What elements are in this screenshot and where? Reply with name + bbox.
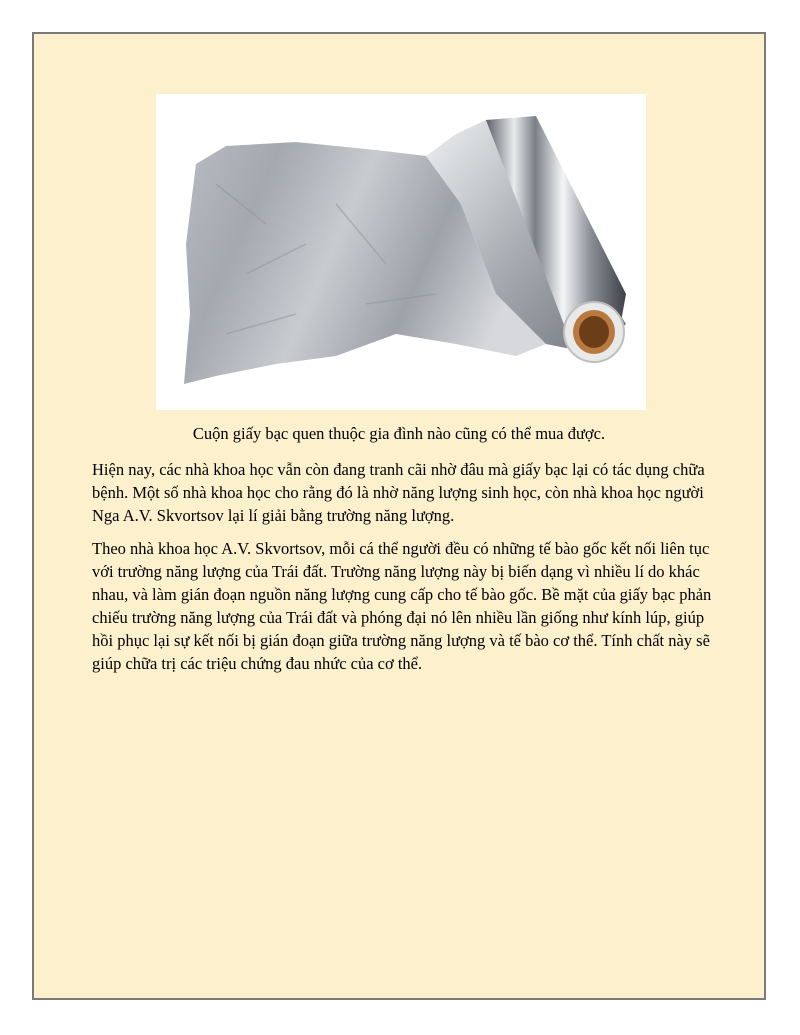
article-body	[92, 458, 722, 685]
page-frame	[32, 32, 766, 1000]
figure-caption: Cuộn giấy bạc quen thuộc gia đình nào cũng có thể mua được.	[192, 424, 606, 443]
foil-roll-illustration	[156, 94, 646, 410]
paragraph: Theo nhà khoa học A.V. Skvortsov, mỗi cá thể người đều có những tế bào gốc kết nối liên tục với trường năng lượng của Trái đất. Trường năng lượng này bị biến dạng vì nhiều lí do khác nhau, và làm gián đoạn nguồn năng lượng cung cấp cho tế bào gốc. Bề mặt của giấy bạc phản chiếu trường năng lượng của Trái đất và phóng đại nó lên nhiều lần giống như kính lúp, giúp hồi phục lại sự kết nối bị gián đoạn giữa trường năng lượng và tế bào cơ thể. Tính chất này sẽ giúp chữa trị các triệu chứng đau nhức của cơ thể.	[92, 539, 712, 673]
aluminum-foil-roll-photo	[156, 94, 646, 410]
paragraph: Hiện nay, các nhà khoa học vẫn còn đang tranh cãi nhờ đâu mà giấy bạc lại có tác dụng chữa bệnh. Một số nhà khoa học cho rằng đó là nhờ năng lượng sinh học, còn nhà khoa học người Nga A.V. Skvortsov lại lí giải bằng trường năng lượng.	[92, 460, 705, 525]
